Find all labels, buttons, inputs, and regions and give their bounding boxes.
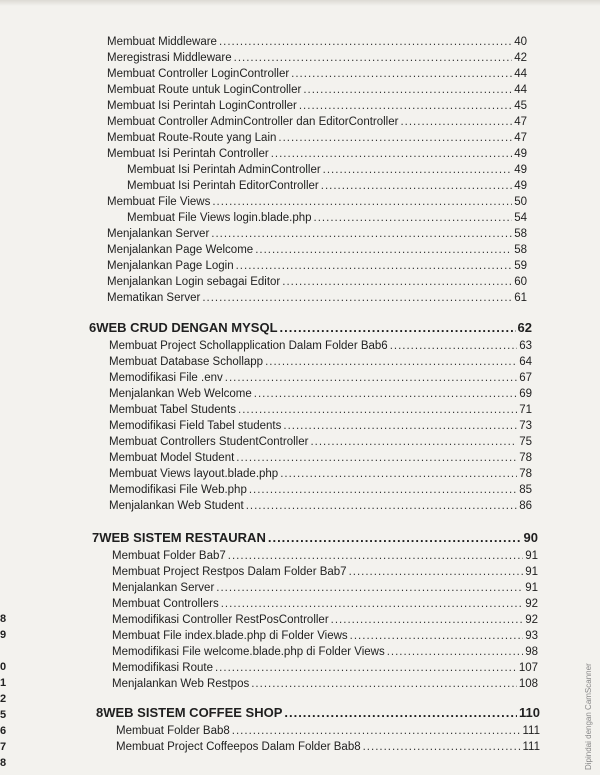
toc-entry[interactable]: Membuat Folder Bab7 ..... 91 <box>112 549 538 563</box>
margin-digit: 2 <box>0 693 7 705</box>
toc-entry[interactable]: Membuat Controller AdminController dan EditorController ..... 47 <box>107 115 527 129</box>
toc-entry[interactable]: Memodifikasi File .env ..... 67 <box>109 371 532 385</box>
toc-entry[interactable]: Membuat Project Schollapplication Dalam Folder Bab6 ..... 63 <box>109 339 532 353</box>
toc-entry[interactable]: Membuat Controllers ..... 92 <box>112 597 538 611</box>
chapter-heading[interactable]: 6 WEB CRUD DENGAN MYSQL ..... 62 <box>89 320 532 335</box>
toc-entry[interactable]: Membuat Views layout.blade.php ..... 78 <box>109 467 532 481</box>
toc-entry[interactable]: Menjalankan Page Welcome ..... 58 <box>107 243 527 257</box>
toc-entry[interactable]: Menjalankan Login sebagai Editor ..... 60 <box>107 275 527 289</box>
toc-entry[interactable]: Menjalankan Page Login ..... 59 <box>107 259 527 273</box>
margin-digit: 5 <box>0 709 7 721</box>
toc-entry[interactable]: Menjalankan Server ..... 58 <box>107 227 527 241</box>
margin-digit: 0 <box>0 661 7 673</box>
toc-entry[interactable]: Membuat Tabel Students ..... 71 <box>109 403 532 417</box>
toc-entry[interactable]: Membuat File index.blade.php di Folder Views ..... 93 <box>112 629 538 643</box>
toc-entry[interactable]: Membuat File Views ..... 50 <box>107 195 527 209</box>
toc-entry[interactable]: Membuat Project Restpos Dalam Folder Bab7 ..... 91 <box>112 565 538 579</box>
chapter-heading[interactable]: 8 WEB SISTEM COFFEE SHOP ..... 110 <box>96 705 540 720</box>
toc-entry[interactable]: Membuat Controller LoginController ..... 44 <box>107 67 527 81</box>
margin-digit: 8 <box>0 613 7 625</box>
toc-entry[interactable]: Menjalankan Web Welcome ..... 69 <box>109 387 532 401</box>
toc-entry-sub[interactable]: Membuat File Views login.blade.php ..... 54 <box>127 211 527 225</box>
toc-entry-sub[interactable]: Membuat Isi Perintah AdminController ..... 49 <box>127 163 527 177</box>
toc-entry[interactable]: Meregistrasi Middleware ..... 42 <box>107 51 527 65</box>
toc-entry[interactable]: Mematikan Server ..... 61 <box>107 291 527 305</box>
scanner-watermark: Dipindai dengan CamScanner <box>584 663 593 770</box>
page-shadow <box>0 0 600 6</box>
toc-entry[interactable]: Memodifikasi File welcome.blade.php di Folder Views ..... 98 <box>112 645 538 659</box>
toc-entry[interactable]: Memodifikasi Field Tabel students ..... 73 <box>109 419 532 433</box>
toc-entry[interactable]: Menjalankan Web Restpos ..... 108 <box>112 677 538 691</box>
toc-entry[interactable]: Membuat Middleware ..... 40 <box>107 35 527 49</box>
toc-entry[interactable]: Membuat Database Schollapp ..... 64 <box>109 355 532 369</box>
toc-entry[interactable]: Membuat Folder Bab8 ..... 111 <box>116 724 540 738</box>
toc-entry[interactable]: Membuat Route untuk LoginController ..... 44 <box>107 83 527 97</box>
toc-entry[interactable]: Membuat Model Student ..... 78 <box>109 451 532 465</box>
toc-entry-sub[interactable]: Membuat Isi Perintah EditorController ..... 49 <box>127 179 527 193</box>
margin-digit: 1 <box>0 677 7 689</box>
toc-entry[interactable]: Membuat Isi Perintah LoginController ..... 45 <box>107 99 527 113</box>
toc-entry[interactable]: Memodifikasi Controller RestPosController ..... 92 <box>112 613 538 627</box>
toc-entry[interactable]: Membuat Project Coffeepos Dalam Folder Bab8 ..... 111 <box>116 740 540 754</box>
toc-entry[interactable]: Memodifikasi Route ..... 107 <box>112 661 538 675</box>
chapter-heading[interactable]: 7 WEB SISTEM RESTAURAN ..... 90 <box>92 530 538 545</box>
margin-digit: 6 <box>0 725 7 737</box>
toc-entry[interactable]: Menjalankan Server ..... 91 <box>112 581 538 595</box>
toc-entry[interactable]: Memodifikasi File Web.php ..... 85 <box>109 483 532 497</box>
toc-entry[interactable]: Membuat Isi Perintah Controller ..... 49 <box>107 147 527 161</box>
toc-entry[interactable]: Membuat Route-Route yang Lain ..... 47 <box>107 131 527 145</box>
margin-digit: 7 <box>0 741 7 753</box>
margin-digit: 8 <box>0 757 7 769</box>
toc-entry[interactable]: Membuat Controllers StudentController ..... 75 <box>109 435 532 449</box>
toc-entry[interactable]: Menjalankan Web Student ..... 86 <box>109 499 532 513</box>
margin-digit: 9 <box>0 629 7 641</box>
